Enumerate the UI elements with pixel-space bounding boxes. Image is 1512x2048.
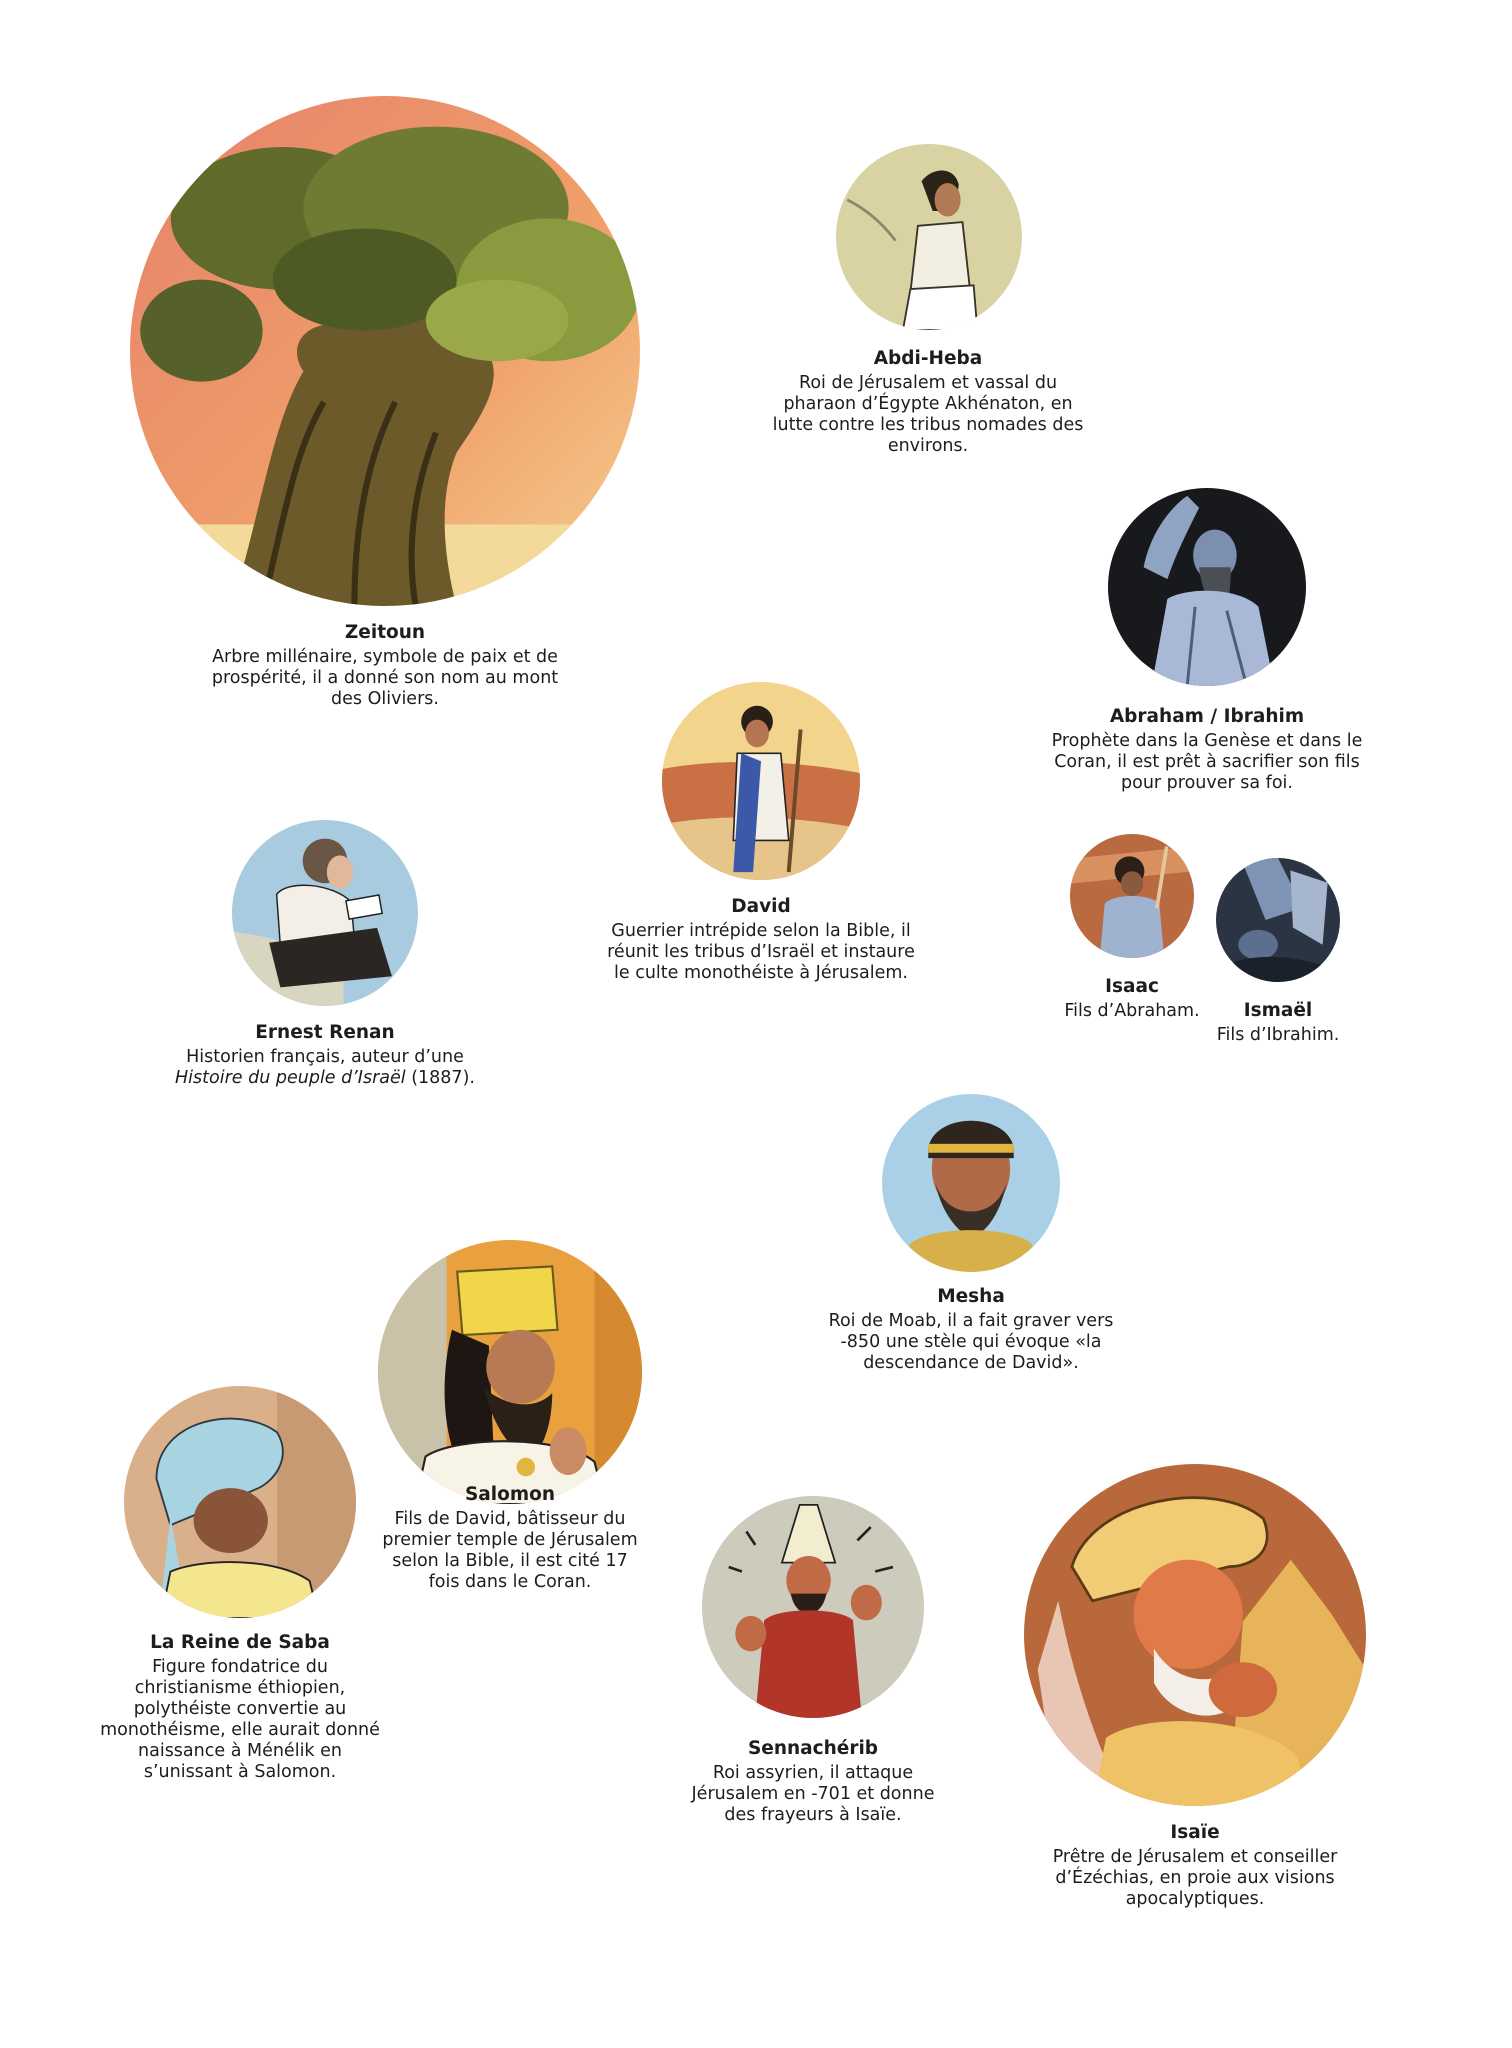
character-name: Abdi-Heba	[873, 348, 983, 369]
description-text: Historien français, auteur d’une	[186, 1047, 464, 1067]
abdi-heba-caption	[772, 348, 1084, 457]
sennacherib-caption	[678, 1738, 948, 1826]
character-description: Prophète dans la Genèse et dans le Coran, il est prêt à sacrifier son fils pour prouver sa foi.	[1051, 731, 1363, 793]
mesha-portrait	[882, 1094, 1060, 1272]
character-description: Fils d’Ibrahim.	[1216, 1025, 1340, 1045]
character-description: Arbre millénaire, symbole de paix et de prospérité, il a donné son nom au mont des Oliviers.	[211, 647, 559, 709]
abraham-caption	[1048, 706, 1366, 794]
description-text: (1887).	[405, 1068, 475, 1088]
abdi-heba-portrait	[836, 144, 1022, 330]
book-title: Histoire du peuple d’Israël	[175, 1068, 406, 1088]
character-description	[167, 1047, 483, 1089]
sennacherib-portrait	[702, 1496, 924, 1718]
character-description: Fils d’Abraham.	[1064, 1001, 1200, 1021]
character-description: Figure fondatrice du christianisme éthiopien, polythéiste convertie au monothéisme, elle aurait donné naissance à Ménélik en s’unissant à Salomon.	[100, 1657, 380, 1782]
character-description: Guerrier intrépide selon la Bible, il réunit les tribus d’Israël et instaure le culte monothéiste à Jérusalem.	[607, 921, 915, 983]
character-name: Ismaël	[1243, 1000, 1313, 1021]
character-name: Mesha	[937, 1286, 1005, 1307]
character-name: Abraham / Ibrahim	[1109, 706, 1305, 727]
character-name: Salomon	[464, 1484, 556, 1505]
character-description: Fils de David, bâtisseur du premier temple de Jérusalem selon la Bible, il est cité 17 fois dans le Coran.	[382, 1509, 638, 1592]
abraham-portrait	[1108, 488, 1306, 686]
ernest-renan-caption	[167, 1022, 483, 1089]
character-name: David	[731, 896, 791, 917]
isaie-portrait	[1024, 1464, 1366, 1806]
ernest-renan-portrait	[232, 820, 418, 1006]
character-name: Ernest Renan	[255, 1022, 395, 1043]
david-caption	[602, 896, 920, 984]
character-description: Roi de Jérusalem et vassal du pharaon d’Égypte Akhénaton, en lutte contre les tribus nomades des environs.	[772, 373, 1084, 456]
zeitoun-portrait	[130, 96, 640, 606]
character-description: Roi assyrien, il attaque Jérusalem en -701 et donne des frayeurs à Isaïe.	[691, 1763, 935, 1825]
character-name: Isaac	[1105, 976, 1159, 997]
character-name: Isaïe	[1170, 1822, 1220, 1843]
character-description: Roi de Moab, il a fait graver vers -850 une stèle qui évoque «la descendance de David».	[828, 1311, 1114, 1373]
isaie-caption	[1030, 1822, 1360, 1910]
character-description: Prêtre de Jérusalem et conseiller d’Ézéchias, en proie aux visions apocalyptiques.	[1052, 1847, 1338, 1909]
zeitoun-caption	[205, 622, 565, 710]
salomon-portrait	[378, 1240, 642, 1504]
mesha-caption	[818, 1286, 1124, 1374]
salomon-caption	[380, 1484, 640, 1593]
ismael-portrait	[1216, 858, 1340, 982]
david-portrait	[662, 682, 860, 880]
isaac-portrait	[1070, 834, 1194, 958]
character-name: La Reine de Saba	[150, 1632, 330, 1653]
character-name: Zeitoun	[344, 622, 426, 643]
ismael-caption	[1188, 1000, 1368, 1046]
reine-de-saba-caption	[98, 1632, 382, 1783]
reine-de-saba-portrait	[124, 1386, 356, 1618]
character-name: Sennachérib	[747, 1738, 879, 1759]
